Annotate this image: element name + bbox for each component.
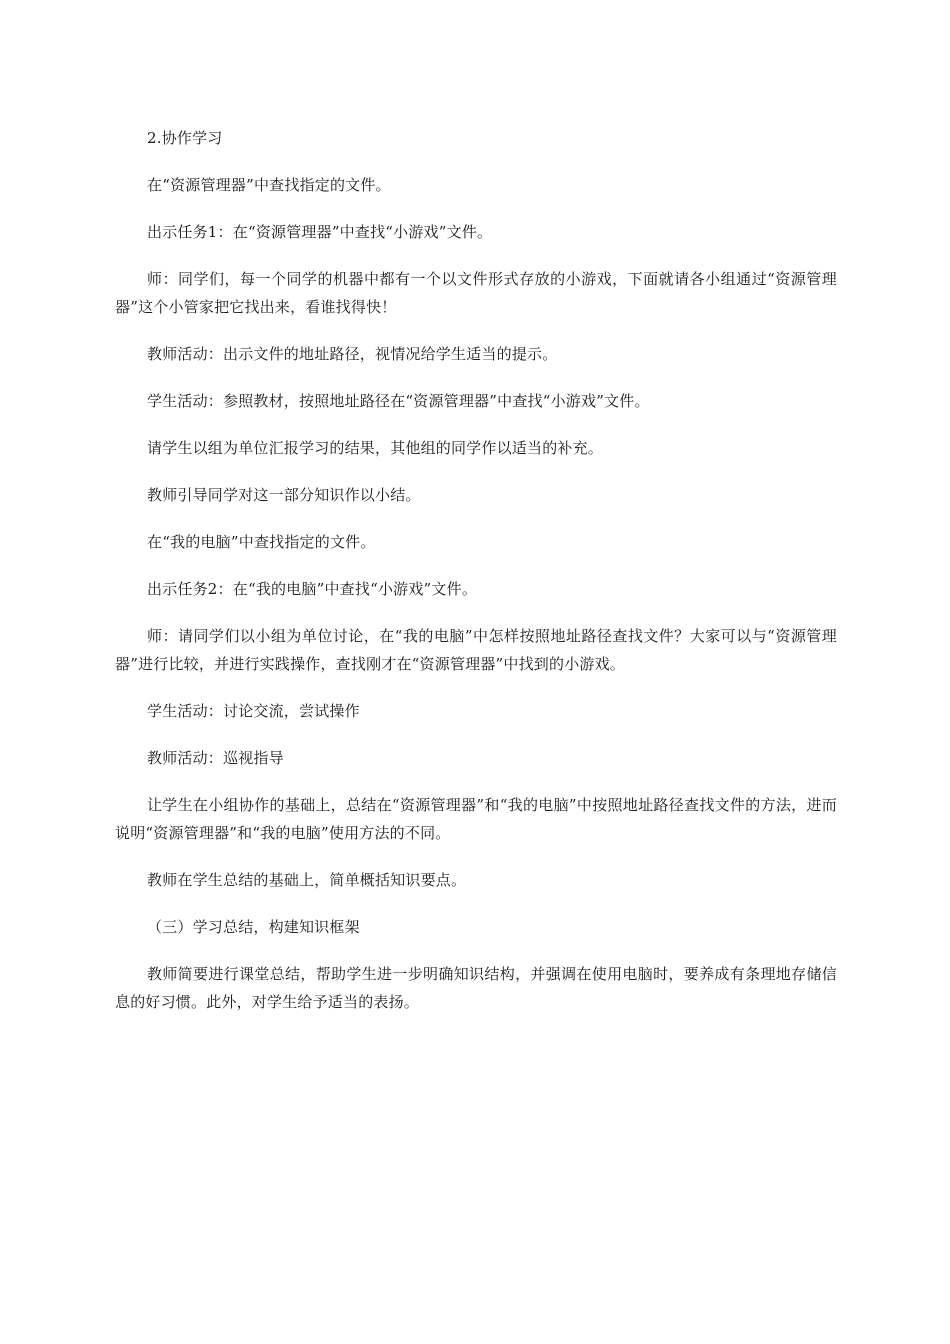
paragraph: 教师引导同学对这一部分知识作以小结。: [147, 486, 421, 504]
paragraph: 让学生在小组协作的基础上，总结在“资源管理器”和“我的电脑”中按照地址路径查找文件的方法，进而说明“资源管理器”和“我的电脑”使用方法的不同。: [115, 796, 837, 842]
paragraph: 出示任务2：在“我的电脑”中查找“小游戏”文件。: [147, 580, 478, 598]
section-heading-collaborative-learning: 2.协作学习: [147, 129, 223, 147]
paragraph: 在“我的电脑”中查找指定的文件。: [147, 533, 376, 551]
paragraph: 师：请同学们以小组为单位讨论，在“我的电脑”中怎样按照地址路径查找文件？大家可以与“资源管理器”进行比较，并进行实践操作，查找刚才在“资源管理器”中找到的小游戏。: [115, 627, 837, 673]
paragraph: 学生活动：讨论交流，尝试操作: [147, 702, 360, 720]
paragraph: 教师活动：出示文件的地址路径，视情况给学生适当的提示。: [147, 345, 558, 363]
paragraph: 请学生以组为单位汇报学习的结果，其他组的同学作以适当的补充。: [147, 439, 604, 457]
paragraph: 教师在学生总结的基础上，简单概括知识要点。: [147, 871, 467, 889]
document-body: [115, 124, 837, 1035]
paragraph: 出示任务1：在“资源管理器”中查找“小游戏”文件。: [147, 223, 493, 241]
section-heading-summary: （三）学习总结，构建知识框架: [147, 918, 360, 936]
paragraph: 在“资源管理器”中查找指定的文件。: [147, 176, 391, 194]
paragraph: 学生活动：参照教材，按照地址路径在“资源管理器”中查找“小游戏”文件。: [147, 392, 650, 410]
paragraph: 师：同学们，每一个同学的机器中都有一个以文件形式存放的小游戏，下面就请各小组通过“资源管理器”这个小管家把它找出来，看谁找得快！: [115, 270, 837, 316]
paragraph: 教师活动：巡视指导: [147, 749, 284, 767]
paragraph: 教师简要进行课堂总结，帮助学生进一步明确知识结构，并强调在使用电脑时，要养成有条理地存储信息的好习惯。此外，对学生给予适当的表扬。: [115, 965, 837, 1011]
